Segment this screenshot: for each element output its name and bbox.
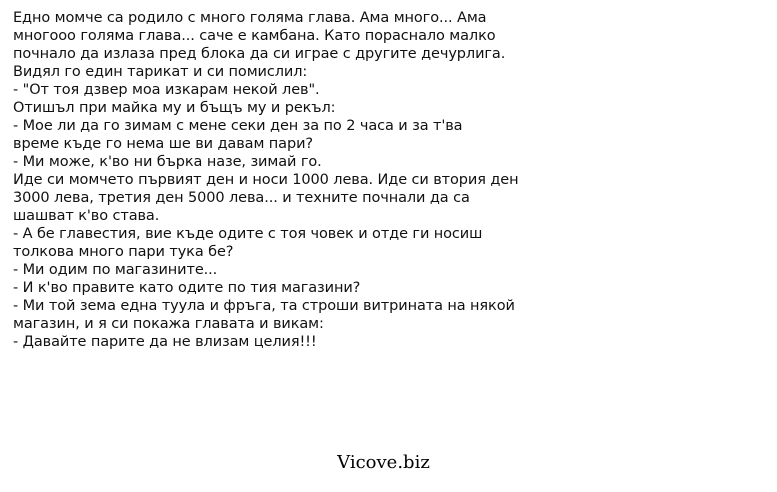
- joke-line: време къде го нема ше ви давам пари?: [13, 136, 313, 152]
- joke-line: Отишъл при майка му и бъщъ му и рекъл:: [13, 100, 336, 116]
- joke-line: - А бе главестия, вие къде одите с тоя човек и отде ги носиш: [13, 226, 483, 242]
- joke-line: - И к'во правите като одите по тия магазини?: [13, 280, 361, 296]
- joke-line: - "От тоя дзвер моа изкарам некой лев".: [13, 82, 320, 98]
- joke-line: - Давайте парите да не влизам целия!!!: [13, 334, 317, 350]
- joke-line: шашват к'во става.: [13, 208, 160, 224]
- joke-line: 3000 лева, третия ден 5000 лева... и техните почнали да са: [13, 190, 470, 206]
- joke-line: магазин, и я си покажа главата и викам:: [13, 316, 324, 332]
- joke-line: Видял го един тарикат и си помислил:: [13, 64, 308, 80]
- site-watermark: Vicove.biz: [337, 452, 430, 473]
- joke-line: Едно момче са родило с много голяма глава. Ама много... Ама: [13, 10, 487, 26]
- joke-line: Иде си момчето първият ден и носи 1000 лева. Иде си втория ден: [13, 172, 519, 188]
- joke-line: толкова много пари тука бе?: [13, 244, 234, 260]
- joke-line: - Ми може, к'во ни бърка назе, зимай го.: [13, 154, 322, 170]
- joke-text: [13, 9, 613, 351]
- joke-line: - Ми той зема една туула и фръга, та строши витрината на някой: [13, 298, 515, 314]
- joke-line: многооо голяма глава... саче е камбана. Като пораснало малко: [13, 28, 496, 44]
- joke-line: - Ми одим по магазините...: [13, 262, 218, 278]
- joke-line: почнало да излаза пред блока да си играе с другите дечурлига.: [13, 46, 506, 62]
- joke-line: - Мое ли да го зимам с мене секи ден за по 2 часа и за т'ва: [13, 118, 463, 134]
